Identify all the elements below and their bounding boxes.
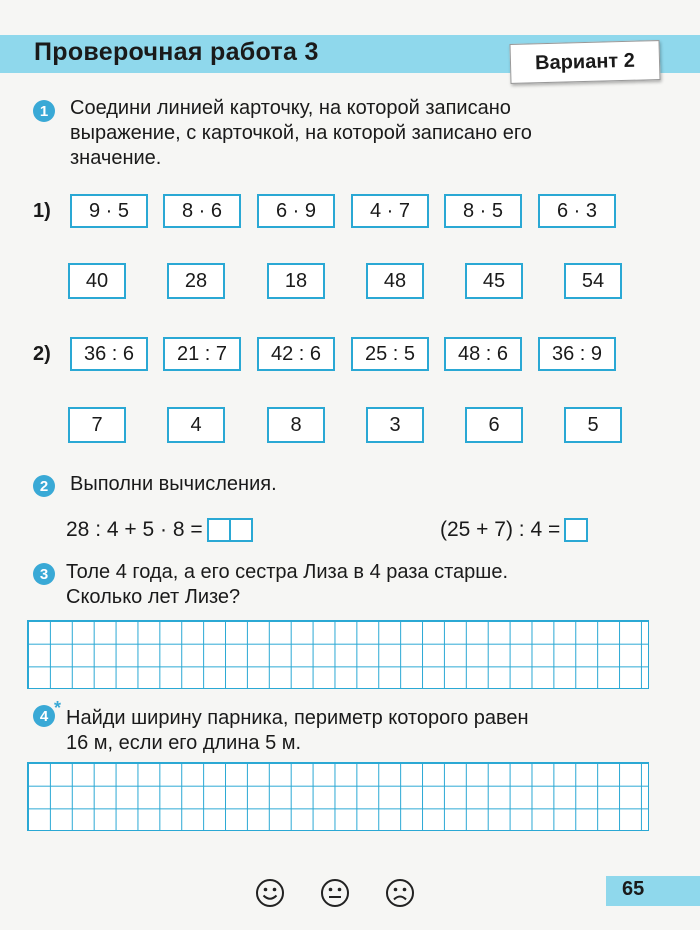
task1-line: выражение, с карточкой, на которой записано его [70, 122, 532, 144]
task3-line: Сколько лет Лизе? [66, 586, 241, 608]
page-title: Проверочная работа 3 [34, 38, 319, 66]
task2-text: Выполни вычисления. [70, 473, 277, 495]
value-card[interactable]: 28 [167, 263, 225, 299]
calc-expression [66, 518, 253, 542]
row-label: 2) [33, 343, 51, 365]
happy-face-icon[interactable] [255, 878, 285, 908]
sad-face-icon[interactable] [385, 878, 415, 908]
value-card[interactable]: 18 [267, 263, 325, 299]
star-mark: * [54, 698, 62, 718]
calc-expression-text: (25 + 7) : 4 = [440, 518, 561, 541]
page-number-tab [606, 876, 700, 906]
task4-text [66, 706, 529, 756]
expression-card[interactable]: 4 · 7 [351, 194, 429, 228]
row-label: 1) [33, 200, 51, 222]
task-number-badge: 2 [33, 475, 55, 497]
value-card[interactable]: 3 [366, 407, 424, 443]
task-number-badge: 3 [33, 563, 55, 585]
expression-card[interactable]: 48 : 6 [444, 337, 522, 371]
task3-line: Толе 4 года, а его сестра Лиза в 4 раза старше. [66, 561, 509, 583]
answer-grid[interactable] [27, 620, 649, 689]
expression-card[interactable]: 9 · 5 [70, 194, 148, 228]
value-card[interactable]: 6 [465, 407, 523, 443]
task1-line: Соедини линией карточку, на которой записано [70, 97, 511, 119]
value-card[interactable]: 48 [366, 263, 424, 299]
expression-card[interactable]: 42 : 6 [257, 337, 335, 371]
expression-card[interactable]: 8 · 6 [163, 194, 241, 228]
answer-grid[interactable] [27, 762, 649, 831]
task3-text [66, 560, 508, 610]
value-card[interactable]: 45 [465, 263, 523, 299]
value-card[interactable]: 5 [564, 407, 622, 443]
task-number-badge: 1 [33, 100, 55, 122]
answer-box[interactable] [207, 518, 231, 542]
answer-box[interactable] [229, 518, 253, 542]
value-card[interactable]: 4 [167, 407, 225, 443]
page-number: 65 [622, 878, 645, 900]
expression-card[interactable]: 8 · 5 [444, 194, 522, 228]
task1-text [70, 96, 532, 171]
task4-line: Найди ширину парника, периметр которого равен [66, 707, 529, 729]
task4-line: 16 м, если его длина 5 м. [66, 732, 302, 754]
value-card[interactable]: 7 [68, 407, 126, 443]
value-card[interactable]: 8 [267, 407, 325, 443]
expression-card[interactable]: 25 : 5 [351, 337, 429, 371]
expression-card[interactable]: 6 · 9 [257, 194, 335, 228]
expression-card[interactable]: 36 : 6 [70, 337, 148, 371]
expression-card[interactable]: 36 : 9 [538, 337, 616, 371]
neutral-face-icon[interactable] [320, 878, 350, 908]
value-card[interactable]: 54 [564, 263, 622, 299]
calc-expression [440, 518, 588, 542]
calc-expression-text: 28 : 4 + 5 · 8 = [66, 518, 203, 541]
variant-label: Вариант 2 [510, 40, 661, 84]
task-number-badge: 4 [33, 705, 55, 727]
value-card[interactable]: 40 [68, 263, 126, 299]
task1-line: значение. [70, 147, 162, 169]
expression-card[interactable]: 6 · 3 [538, 194, 616, 228]
answer-box[interactable] [564, 518, 588, 542]
expression-card[interactable]: 21 : 7 [163, 337, 241, 371]
